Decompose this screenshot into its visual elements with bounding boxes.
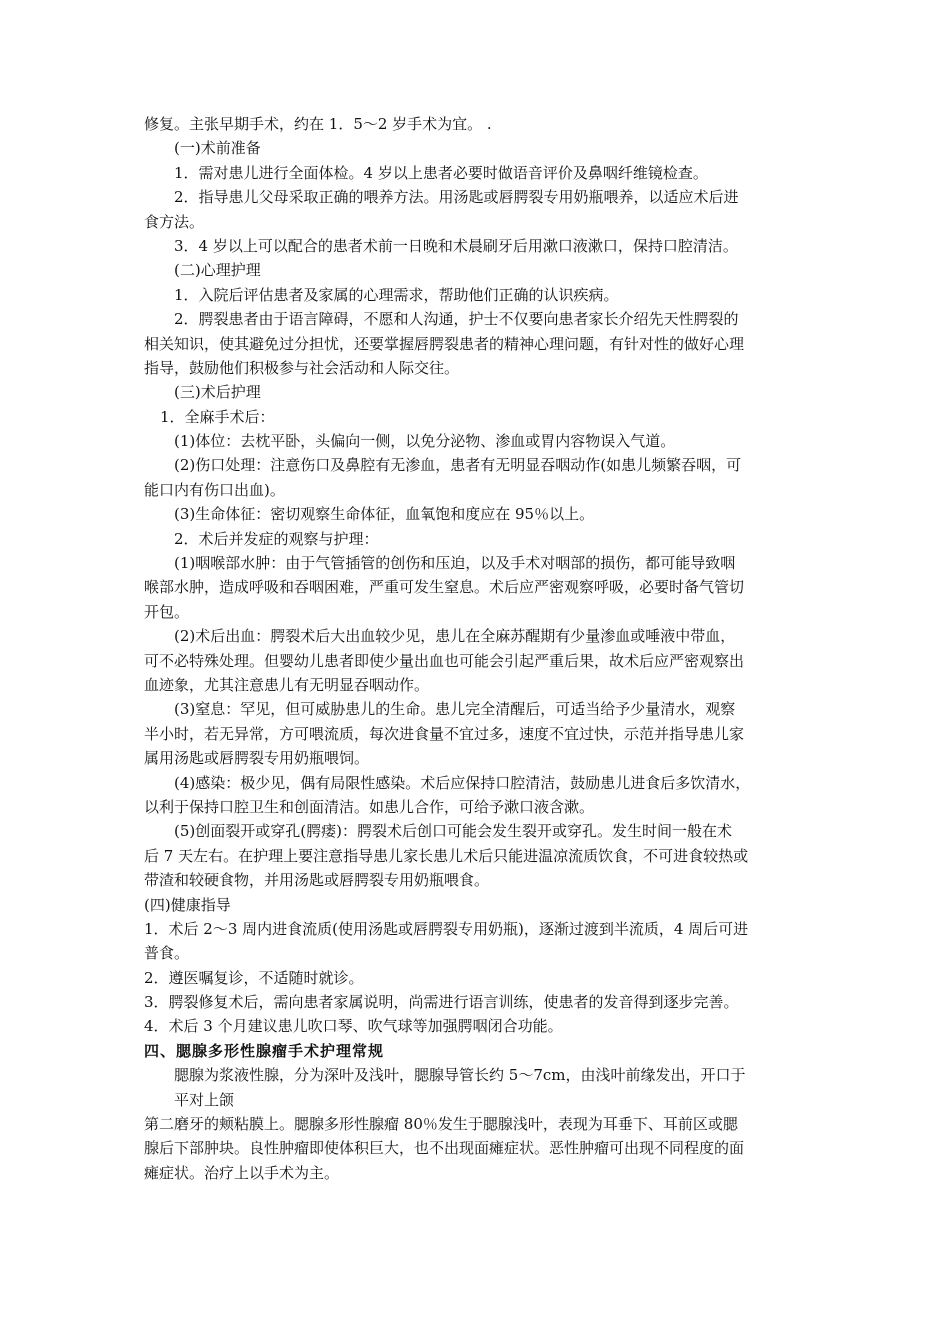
text-line: 1．术后 2～3 周内进食流质(使用汤匙或唇腭裂专用奶瓶)，逐渐过渡到半流质，4 周后可进 <box>144 919 749 938</box>
text-line: 第二磨牙的颊粘膜上。腮腺多形性腺瘤 80％发生于腮腺浅叶，表现为耳垂下、耳前区或腮 <box>144 1115 738 1134</box>
text-line: 平对上颌 <box>174 1090 235 1109</box>
text-line: 开包。 <box>144 602 190 621</box>
text-line: 3．4 岁以上可以配合的患者术前一日晚和术晨刷牙后用漱口液漱口，保持口腔清洁。 <box>174 236 738 255</box>
text-line: (2)术后出血：腭裂术后大出血较少见，患儿在全麻苏醒期有少量渗血或唾液中带血， <box>174 627 736 646</box>
text-line: 指导，鼓励他们积极参与社会活动和人际交往。 <box>144 358 460 377</box>
text-line: (二)心理护理 <box>174 261 261 280</box>
text-line: 以利于保持口腔卫生和创面清洁。如患儿合作，可给予漱口液含漱。 <box>144 797 595 816</box>
text-line: 食方法。 <box>144 212 205 231</box>
document-page <box>144 112 810 1185</box>
text-line: 属用汤匙或唇腭裂专用奶瓶喂饲。 <box>144 749 370 768</box>
text-line: (三)术后护理 <box>174 383 261 402</box>
text-line: 3．腭裂修复术后，需向患者家属说明，尚需进行语言训练，使患者的发音得到逐步完善。 <box>144 993 739 1012</box>
text-line: 相关知识，使其避免过分担忧，还要掌握唇腭裂患者的精神心理问题，有针对性的做好心理 <box>144 334 745 353</box>
text-line: 修复。主张早期手术，约在 1．5～2 岁手术为宜。 . <box>144 115 492 133</box>
text-line: 2．遵医嘱复诊，不适随时就诊。 <box>144 968 364 987</box>
text-line: 2．术后并发症的观察与护理： <box>174 529 379 548</box>
text-line: 带渣和较硬食物，并用汤匙或唇腭裂专用奶瓶喂食。 <box>144 871 490 890</box>
text-line: 1．需对患儿进行全面体检。4 岁以上患者必要时做语音评价及鼻咽纤维镜检查。 <box>174 163 708 182</box>
text-line: 1．入院后评估患者及家属的心理需求，帮助他们正确的认识疾病。 <box>174 285 619 304</box>
text-line: (1)咽喉部水肿：由于气管插管的创伤和压迫，以及手术对咽部的损伤，都可能导致咽 <box>174 554 736 573</box>
text-line: (4)感染：极少见，偶有局限性感染。术后应保持口腔清洁，鼓励患儿进食后多饮清水， <box>174 773 751 792</box>
text-line: (2)伤口处理：注意伤口及鼻腔有无渗血，患者有无明显吞咽动作(如患儿频繁吞咽，可 <box>174 456 742 475</box>
text-line: 腺后下部肿块。良性肿瘤即使体积巨大，也不出现面瘫症状。恶性肿瘤可出现不同程度的面 <box>144 1139 745 1158</box>
text-line: 能口内有伤口出血)。 <box>144 480 285 499</box>
text-line: 2．指导患儿父母采取正确的喂养方法。用汤匙或唇腭裂专用奶瓶喂养，以适应术后进 <box>174 188 739 207</box>
text-line: 可不必特殊处理。但婴幼儿患者即使少量出血也可能会引起严重后果，故术后应严密观察出 <box>144 651 745 670</box>
text-line: 2．腭裂患者由于语言障碍，不愿和人沟通，护士不仅要向患者家长介绍先天性腭裂的 <box>174 310 739 329</box>
text-line: 腮腺为浆液性腺，分为深叶及浅叶，腮腺导管长约 5～7cm，由浅叶前缘发出，开口于 <box>174 1066 746 1085</box>
text-line: 1．全麻手术后： <box>160 407 275 426</box>
text-line: (3)窒息：罕见，但可威胁患儿的生命。患儿完全清醒后，可适当给予少量清水，观察 <box>174 700 736 719</box>
text-line: 喉部水肿，造成呼吸和吞咽困难，严重可发生窒息。术后应严密观察呼吸，必要时备气管切 <box>144 578 745 597</box>
text-line: (3)生命体征：密切观察生命体征，血氧饱和度应在 95％以上。 <box>174 505 595 524</box>
text-line: 血迹象，尤其注意患儿有无明显吞咽动作。 <box>144 675 430 694</box>
section-heading: 四、腮腺多形性腺瘤手术护理常规 <box>144 1041 385 1060</box>
text-line: (5)创面裂开或穿孔(腭瘘)：腭裂术后创口可能会发生裂开或穿孔。发生时间一般在术 <box>174 822 732 841</box>
text-line: (四)健康指导 <box>144 895 231 914</box>
text-line: 瘫症状。治疗上以手术为主。 <box>144 1163 340 1182</box>
text-line: 普食。 <box>144 944 190 963</box>
text-line: (1)体位：去枕平卧，头偏向一侧，以免分泌物、渗血或胃内容物误入气道。 <box>174 432 676 451</box>
text-line: (一)术前准备 <box>174 139 261 158</box>
text-line: 4．术后 3 个月建议患儿吹口琴、吹气球等加强腭咽闭合功能。 <box>144 1017 563 1036</box>
text-line: 半小时，若无异常，方可喂流质，每次进食量不宜过多，速度不宜过快，示范并指导患儿家 <box>144 724 745 743</box>
text-line: 后 7 天左右。在护理上要注意指导患儿家长患儿术后只能进温凉流质饮食，不可进食较热或 <box>144 846 749 865</box>
